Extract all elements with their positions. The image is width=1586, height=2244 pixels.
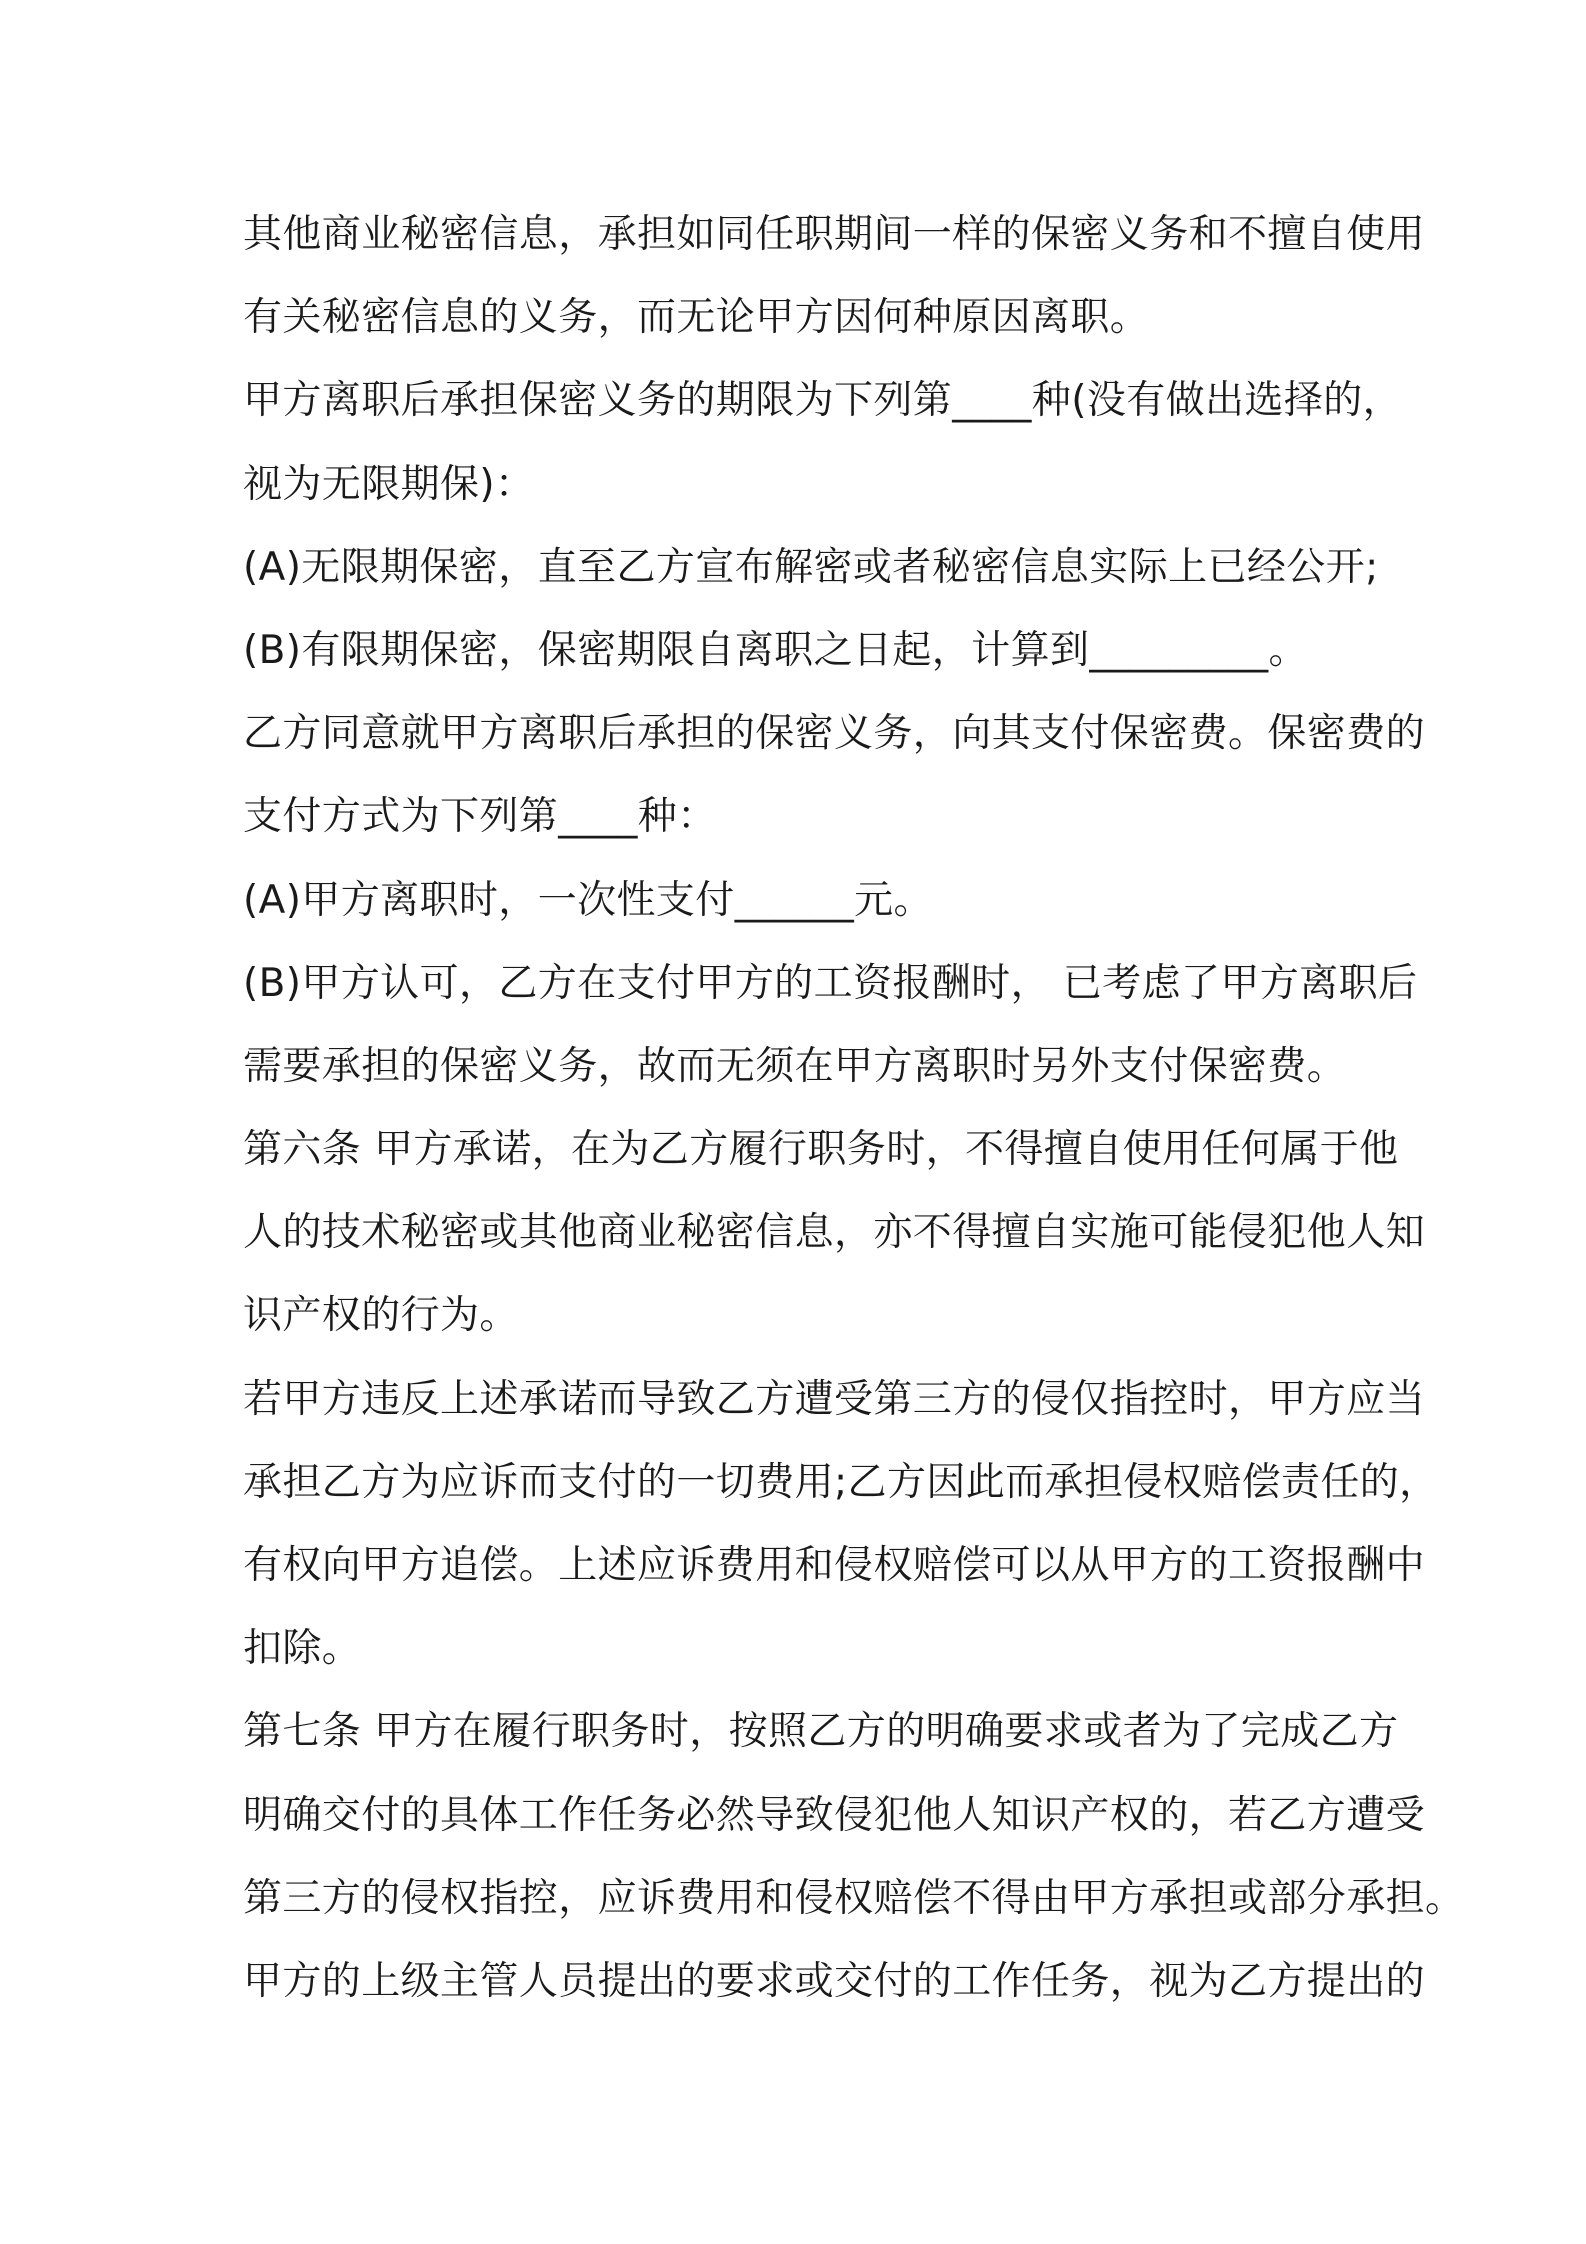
text-line: 甲方的上级主管人员提出的要求或交付的工作任务，视为乙方提出的 (243, 1958, 1426, 2004)
text-line: 有关秘密信息的义务，而无论甲方因何种原因离职。 (243, 295, 1150, 341)
text-line: 第七条 甲方在履行职务时，按照乙方的明确要求或者为了完成乙方 (243, 1709, 1399, 1755)
text-line: 第六条 甲方承诺，在为乙方履行职务时，不得擅自使用任何属于他 (243, 1127, 1399, 1173)
text-line: 第三方的侵权指控，应诉费用和侵权赔偿不得由甲方承担或部分承担。 (243, 1875, 1465, 1921)
document-body (243, 193, 1465, 2023)
text-line: 乙方同意就甲方离职后承担的保密义务，向其支付保密费。保密费的 (243, 711, 1426, 757)
text-line: 支付方式为下列第____种： (243, 794, 717, 840)
text-line: (A)甲方离职时，一次性支付______元。 (243, 877, 933, 923)
text-line: 识产权的行为。 (243, 1293, 519, 1339)
text-line: 甲方离职后承担保密义务的期限为下列第____种(没有做出选择的， (243, 378, 1403, 424)
text-line: (B)有限期保密，保密期限自离职之日起，计算到_________。 (243, 627, 1308, 673)
text-line: 有权向甲方追偿。上述应诉费用和侵权赔偿可以从甲方的工资报酬中 (243, 1543, 1426, 1588)
text-line: 扣除。 (243, 1626, 362, 1672)
text-line: (A)无限期保密，直至乙方宣布解密或者秘密信息实际上已经公开; (243, 544, 1379, 590)
text-line: 若甲方违反上述承诺而导致乙方遭受第三方的侵仅指控时，甲方应当 (243, 1376, 1426, 1422)
text-line: 人的技术秘密或其他商业秘密信息，亦不得擅自实施可能侵犯他人知 (243, 1210, 1426, 1256)
text-line: 承担乙方为应诉而支付的一切费用;乙方因此而承担侵权赔偿责任的， (243, 1459, 1439, 1505)
text-line: 明确交付的具体工作任务必然导致侵犯他人知识产权的，若乙方遭受 (243, 1792, 1426, 1838)
text-line: 需要承担的保密义务，故而无须在甲方离职时另外支付保密费。 (243, 1043, 1347, 1089)
text-line: 其他商业秘密信息，承担如同任职期间一样的保密义务和不擅自使用 (243, 212, 1426, 257)
text-line: (B)甲方认可，乙方在支付甲方的工资报酬时， 已考虑了甲方离职后 (243, 960, 1418, 1006)
text-line: 视为无限期保)： (243, 461, 535, 507)
